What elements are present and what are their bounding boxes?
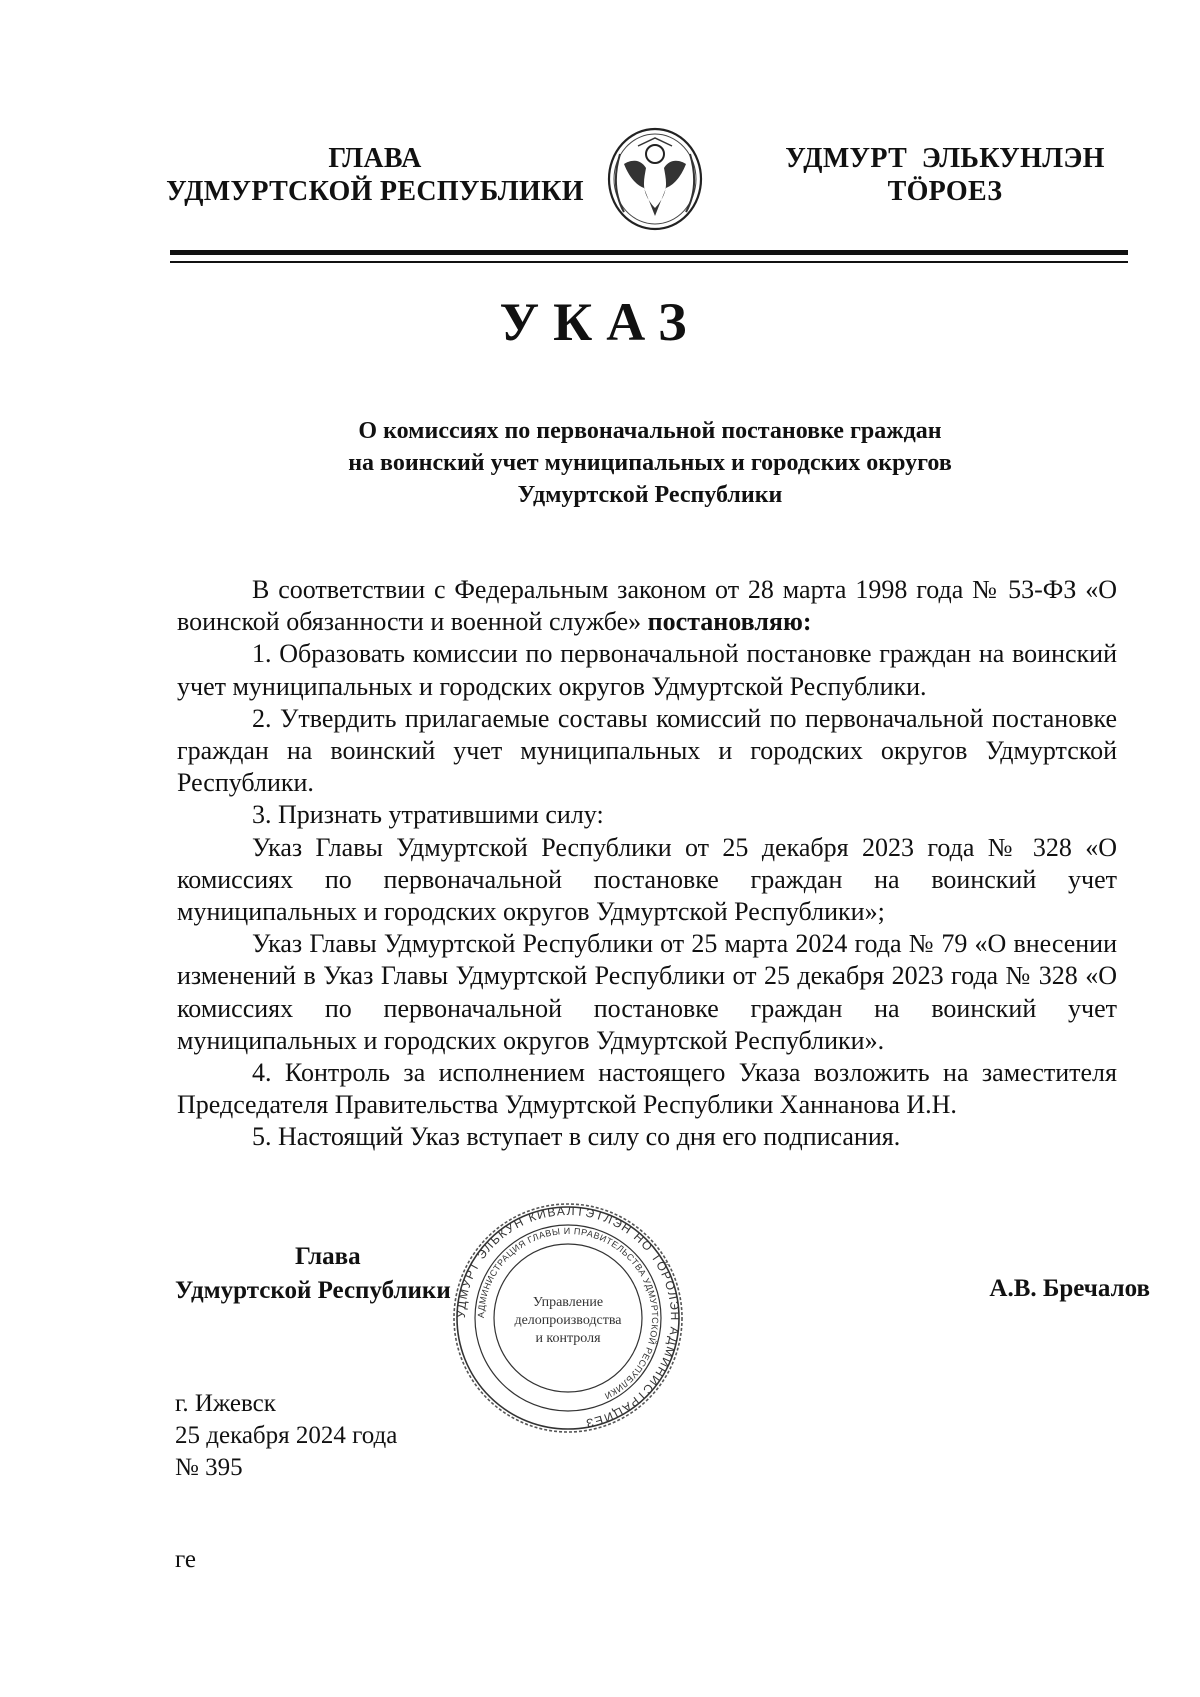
document-subject bbox=[200, 415, 1100, 511]
signatory-title-line-2: Удмуртской Республики bbox=[175, 1277, 451, 1304]
paragraph-4: 4. Контроль за исполнением настоящего Указа возложить на заместителя Председателя Правительства Удмуртской Республики Ханнанова И.Н. bbox=[177, 1058, 1117, 1120]
stamp-center-line-1: Управление bbox=[532, 1295, 604, 1310]
header-left-line-2: УДМУРТСКОЙ РЕСПУБЛИКИ bbox=[166, 176, 584, 207]
issue-details bbox=[175, 1388, 575, 1484]
signatory-title-line-1: Глава bbox=[295, 1243, 361, 1270]
stamp-inner-text: АДМИНИСТРАЦИЯ ГЛАВЫ И ПРАВИТЕЛЬСТВА УДМУРТСКОЙ РЕСПУБЛИКИ bbox=[475, 1225, 661, 1402]
executor-initials: ге bbox=[175, 1546, 197, 1573]
subject-line-2: на воинский учет муниципальных и городских округов bbox=[348, 450, 952, 476]
preamble-decree-word: постановляю: bbox=[647, 607, 812, 637]
issue-date: 25 декабря 2024 года bbox=[175, 1422, 398, 1449]
paragraph-3: 3. Признать утратившими силу: bbox=[252, 800, 604, 830]
stamp-center-line-3: и контроля bbox=[535, 1331, 601, 1346]
header-left bbox=[165, 142, 585, 208]
signatory-title bbox=[175, 1240, 525, 1308]
header-divider-thin bbox=[170, 261, 1128, 263]
issue-city: г. Ижевск bbox=[175, 1390, 276, 1417]
header-right bbox=[760, 142, 1130, 208]
paragraph-5: 5. Настоящий Указ вступает в силу со дня его подписания. bbox=[252, 1122, 901, 1152]
stamp-center-line-2: делопроизводства bbox=[514, 1313, 622, 1328]
paragraph-3b: Указ Главы Удмуртской Республики от 25 марта 2024 года № 79 «О внесении изменений в Указ Главы Удмуртской Республики от 25 декабря 2023 года № 328 «О комиссиях по первоначальной постановке граждан на воинский учет муниципальных и городских округов Удмуртской Республики». bbox=[177, 929, 1117, 1055]
document-body bbox=[177, 574, 1117, 1154]
subject-line-1: О комиссиях по первоначальной постановке граждан bbox=[358, 418, 942, 444]
preamble-text: В соответствии с Федеральным законом от 28 марта 1998 года № 53-ФЗ «О воинской обязанности и военной службе» bbox=[177, 575, 1117, 637]
preamble-paragraph bbox=[177, 574, 1117, 638]
header-right-line-1: УДМУРТ ЭЛЬКУНЛЭН bbox=[785, 143, 1105, 174]
document-title: УКАЗ bbox=[499, 292, 701, 352]
subject-line-3: Удмуртской Республики bbox=[517, 482, 783, 508]
paragraph-2: 2. Утвердить прилагаемые составы комиссий по первоначальной постановке граждан на воинский учет муниципальных и городских округов Удмуртской Республики. bbox=[177, 703, 1117, 798]
paragraph-3a: Указ Главы Удмуртской Республики от 25 декабря 2023 года № 328 «О комиссиях по первоначальной постановке граждан на воинский учет муниципальных и городских округов Удмуртской Республики»; bbox=[177, 832, 1117, 927]
signatory-name: А.В. Бречалов bbox=[989, 1275, 1150, 1302]
udmurt-coat-of-arms-icon bbox=[600, 124, 710, 234]
header-divider-thick bbox=[170, 250, 1128, 255]
stamp-outer-text: УДМУРТ ЭЛЬКУН КИВАЛТЭТЛЭН НО ТӦРОЛЭН АДМИНИСТРАЦИЕЗ bbox=[453, 1203, 683, 1431]
header-left-line-1: ГЛАВА bbox=[328, 143, 422, 174]
header-right-line-2: ТӦРОЕЗ bbox=[887, 176, 1003, 207]
decree-number: № 395 bbox=[175, 1454, 243, 1481]
paragraph-1: 1. Образовать комиссии по первоначальной постановке граждан на воинский учет муниципальных и городских округов Удмуртской Республики. bbox=[177, 639, 1117, 701]
